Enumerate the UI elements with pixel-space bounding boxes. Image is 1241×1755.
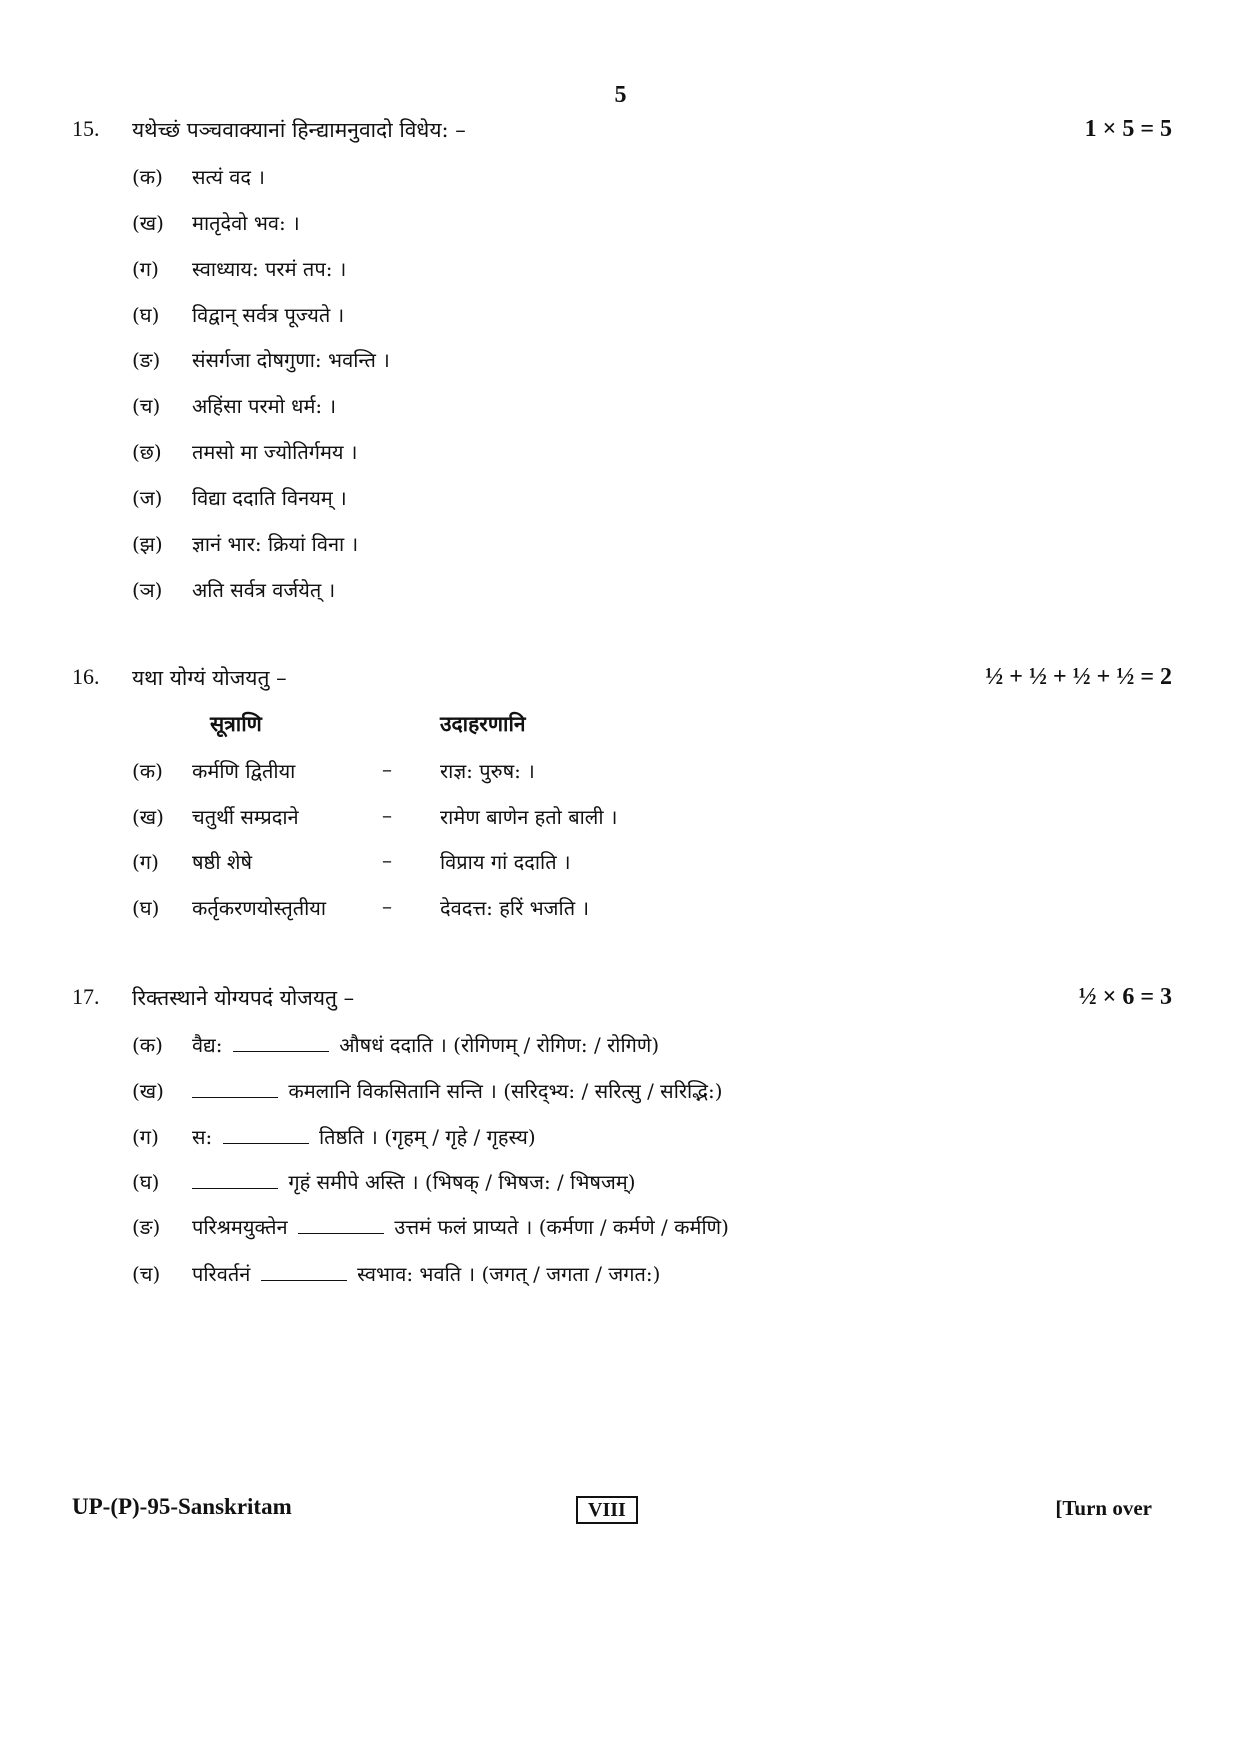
item-text: स्वाध्याय: परमं तप: । [192,257,347,281]
list-item [132,530,1132,564]
item-label: (ख) [132,1079,164,1103]
text-before-blank: वैद्य: [192,1033,223,1057]
item-label: (घ) [132,303,160,327]
fill-blank-item [132,1077,1132,1111]
match-left-text: षष्ठी शेषे [192,850,253,874]
item-label: (ख) [132,805,164,829]
match-right-text: रामेण बाणेन हतो बाली । [440,805,618,829]
match-row [132,848,1132,882]
item-text [192,1260,660,1287]
answer-blank[interactable] [261,1262,347,1281]
item-label: (च) [132,1262,161,1286]
item-text [192,1213,729,1240]
item-label: (घ) [132,896,160,920]
text-before-blank: परिवर्तनं [192,1262,251,1286]
fill-blank-item [132,1260,1132,1294]
page-number: 5 [614,82,627,108]
item-label: (क) [132,165,163,189]
item-text [192,1031,659,1058]
question-number: 16. [72,664,100,689]
answer-blank[interactable] [233,1033,329,1052]
answer-blank[interactable] [298,1215,384,1234]
item-label: (ख) [132,211,164,235]
match-dash: – [382,894,392,918]
match-left-text: कर्तृकरणयोस्तृतीया [192,896,327,920]
fill-blank-item [132,1123,1132,1157]
item-text: संसर्गजा दोषगुणा: भवन्ति । [192,348,390,372]
fill-blank-item [132,1213,1132,1247]
question-text: रिक्तस्थाने योग्यपदं योजयतु – [132,986,355,1010]
list-item [132,438,1132,472]
column-header-sutras: सूत्राणि [210,711,262,736]
item-text: अति सर्वत्र वर्जयेत् । [192,578,336,602]
turn-over-note: [Turn over [1055,1496,1152,1520]
question-number: 15. [72,116,100,141]
item-label: (छ) [132,440,162,464]
item-text: ज्ञानं भार: क्रियां विना । [192,532,359,556]
text-before-blank: परिश्रमयुक्तेन [192,1215,288,1239]
answer-blank[interactable] [192,1170,278,1189]
match-dash: – [382,803,392,827]
item-label: (झ) [132,532,163,556]
page-footer [72,1494,1152,1530]
answer-blank[interactable] [192,1079,278,1098]
item-text [192,1168,636,1195]
item-label: (ञ) [132,578,163,602]
item-label: (क) [132,759,163,783]
fill-blank-item [132,1031,1132,1065]
item-text [192,1123,536,1150]
question-marks: 1 × 5 = 5 [1084,116,1172,142]
list-item [132,346,1132,380]
list-item [132,576,1132,610]
text-after-blank: कमलानि विकसितानि सन्ति । (सरिद्भ्य: / सरित्सु / सरिद्भि:) [288,1079,723,1103]
fill-blank-item [132,1168,1132,1202]
question-text: यथा योग्यं योजयतु – [132,666,287,690]
item-text: अहिंसा परमो धर्म: । [192,394,337,418]
text-after-blank: औषधं ददाति । (रोगिणम् / रोगिण: / रोगिणे) [339,1033,660,1057]
list-item [132,209,1132,243]
question-text: यथेच्छं पञ्चवाक्यानां हिन्द्यामनुवादो विधेय: – [132,118,466,142]
text-after-blank: तिष्ठति । (गृहम् / गृहे / गृहस्य) [318,1125,536,1149]
paper-code: UP-(P)-95-Sanskritam [72,1494,292,1519]
text-before-blank: स: [192,1125,213,1149]
item-label: (ङ) [132,1215,161,1239]
item-text: विद्या ददाति विनयम् । [192,486,347,510]
match-row [132,803,1132,837]
set-code-box: VIII [576,1496,638,1524]
question-16-header [72,664,1172,700]
match-right-text: राज्ञ: पुरुष: । [440,759,535,783]
question-17-header [72,984,1172,1020]
list-item [132,392,1132,426]
list-item [132,163,1132,197]
item-text: तमसो मा ज्योतिर्गमय । [192,440,358,464]
item-label: (ग) [132,257,159,281]
item-label: (ग) [132,850,159,874]
match-dash: – [382,757,392,781]
match-left-text: चतुर्थी सम्प्रदाने [192,805,299,829]
question-marks: ½ + ½ + ½ + ½ = 2 [985,664,1172,690]
item-label: (क) [132,1033,163,1057]
column-header-examples: उदाहरणानि [440,711,526,736]
item-text: सत्यं वद । [192,165,265,189]
list-item [132,484,1132,518]
match-row [132,894,1132,928]
item-label: (ग) [132,1125,159,1149]
item-text: मातृदेवो भव: । [192,211,300,235]
list-item [132,255,1132,289]
item-label: (च) [132,394,161,418]
item-label: (ङ) [132,348,161,372]
list-item [132,301,1132,335]
match-left-text: कर्मणि द्वितीया [192,759,296,783]
match-row [132,757,1132,791]
text-after-blank: स्वभाव: भवति । (जगत् / जगता / जगत:) [357,1262,661,1286]
text-after-blank: गृहं समीपे अस्ति । (भिषक् / भिषज: / भिषजम्) [288,1170,636,1194]
item-text [192,1077,723,1104]
match-dash: – [382,848,392,872]
question-number: 17. [72,984,100,1009]
text-after-blank: उत्तमं फलं प्राप्यते । (कर्मणा / कर्मणे / कर्मणि) [394,1215,729,1239]
question-15-header [72,116,1172,152]
item-label: (घ) [132,1170,160,1194]
match-right-text: देवदत्त: हरिं भजति । [440,896,590,920]
item-text: विद्वान् सर्वत्र पूज्यते । [192,303,345,327]
answer-blank[interactable] [223,1125,309,1144]
item-label: (ज) [132,486,163,510]
question-marks: ½ × 6 = 3 [1078,984,1172,1010]
match-right-text: विप्राय गां ददाति । [440,850,571,874]
